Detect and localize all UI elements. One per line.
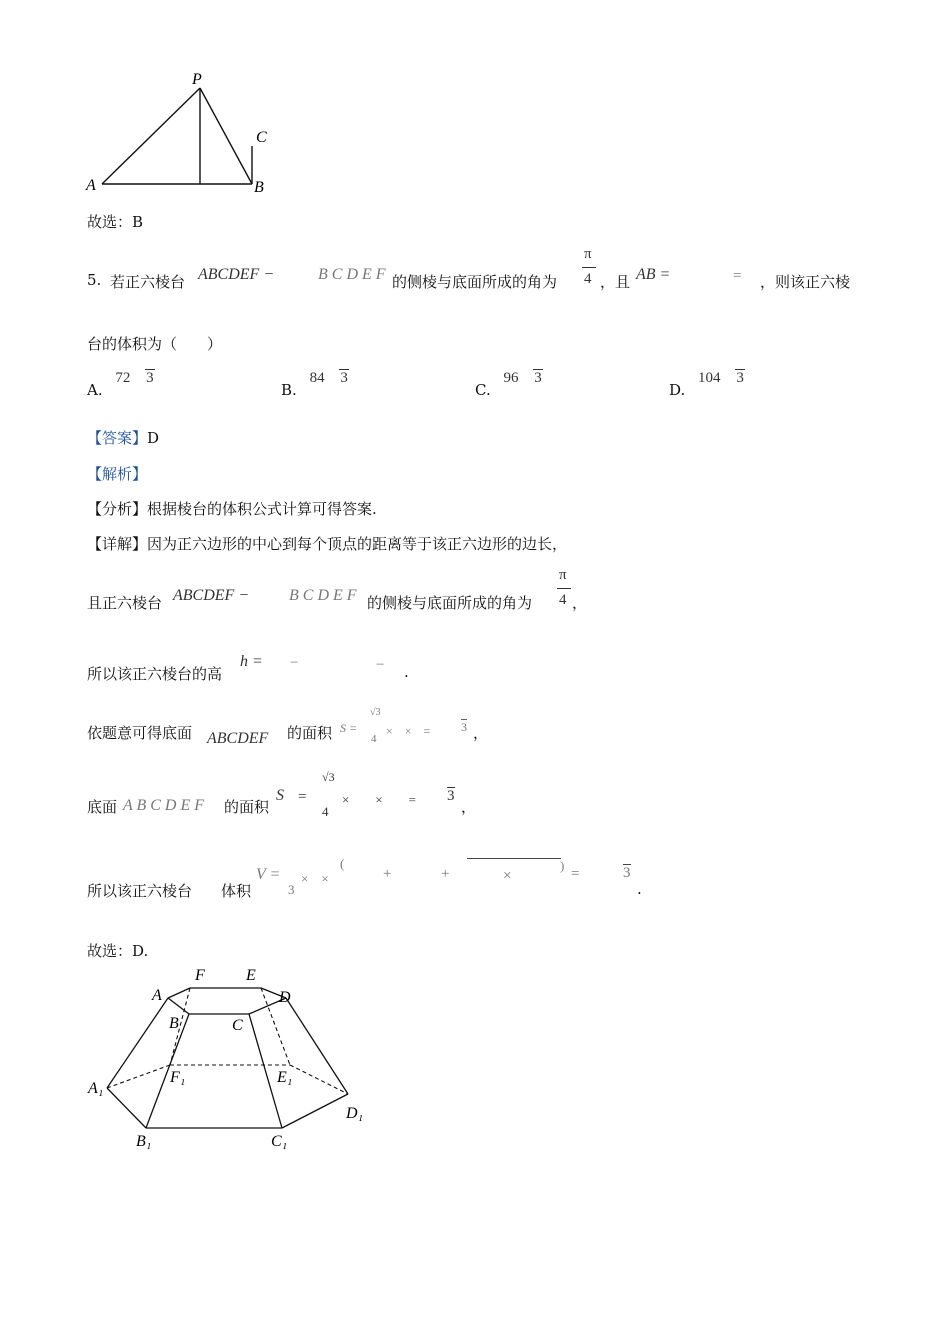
- xiangjie-line: [87, 533, 567, 554]
- gao-dash1: −: [290, 655, 299, 671]
- answer-tag: 【答案】: [87, 429, 148, 447]
- s1-sqrt: √3: [370, 707, 381, 718]
- v-expr: V =: [256, 866, 281, 883]
- s1-s: S =: [340, 721, 358, 735]
- triangle-figure: [80, 68, 280, 198]
- question-stem-line2: 台的体积为（ ）: [87, 335, 223, 353]
- qie-expr1: ABCDEF −: [173, 587, 250, 604]
- qie-den: 4: [559, 592, 567, 608]
- s1-end: ，: [473, 724, 489, 742]
- qie-num: π: [559, 567, 567, 583]
- option-b-radicand: 3: [340, 370, 348, 386]
- option-d-radicand: 3: [736, 370, 744, 386]
- s1-den: 4: [371, 733, 377, 745]
- s2-end: ，: [461, 798, 477, 816]
- v-times: ×: [503, 868, 512, 884]
- fenxi-text: 根据棱台的体积公式计算可得答案.: [147, 500, 377, 518]
- question-stem-1: 若正六棱台: [110, 273, 186, 291]
- label-f: F: [195, 967, 205, 984]
- gao-end: .: [404, 663, 409, 681]
- option-b-label: B.: [281, 381, 297, 399]
- top-face-expr: B C D E F: [318, 266, 386, 283]
- label-b1: B₁: [136, 1133, 152, 1150]
- eq-sign: =: [733, 268, 742, 284]
- gao-h: h =: [240, 653, 263, 670]
- option-a-label: A.: [87, 381, 103, 399]
- label-p: P: [192, 71, 202, 88]
- frustum-expr: ABCDEF −: [198, 266, 275, 283]
- s1-text2: 的面积: [287, 724, 333, 742]
- label-a: A: [86, 177, 96, 194]
- question-stem-3: ，且: [600, 273, 631, 291]
- qie-text2: 的侧棱与底面所成的角为: [367, 594, 533, 612]
- label-c-top: C: [232, 1017, 243, 1034]
- s2-face: A B C D E F: [123, 797, 205, 814]
- v-plus1: +: [383, 866, 392, 882]
- answer-value: D: [147, 429, 160, 447]
- qie-text1: 且正六棱台: [87, 594, 163, 612]
- option-c-label: C.: [475, 381, 491, 399]
- xiangjie-text: 因为正六边形的中心到每个顶点的距离等于该正六边形的边长，: [147, 535, 568, 553]
- v-text2: 体积: [221, 882, 252, 900]
- s2-text1: 底面: [87, 798, 118, 816]
- label-b-top: B: [169, 1015, 179, 1032]
- v-text1: 所以该正六棱台: [87, 882, 193, 900]
- angle-den: 4: [584, 271, 592, 287]
- s2-sqrt: √3: [322, 770, 335, 784]
- s2-text2: 的面积: [224, 798, 270, 816]
- qie-end: ，: [572, 594, 588, 612]
- v-radicand: 3: [623, 865, 631, 881]
- analysis-tag: 【解析】: [87, 465, 148, 483]
- question-stem-4: ，则该正六棱: [760, 273, 851, 291]
- label-c: C: [256, 129, 267, 146]
- edge-pb: [200, 88, 252, 184]
- v-eq: =: [571, 866, 580, 882]
- label-c1: C₁: [271, 1133, 288, 1150]
- v-paren-r: ): [560, 858, 565, 873]
- option-b-value: 84: [309, 370, 325, 386]
- angle-bar: [582, 267, 596, 268]
- option-c-value: 96: [503, 370, 519, 386]
- xiangjie-tag: 【详解】: [87, 535, 148, 553]
- question-stem-2: 的侧棱与底面所成的角为: [392, 273, 558, 291]
- angle-num: π: [584, 246, 592, 262]
- label-e: E: [246, 967, 256, 984]
- label-d1: D₁: [346, 1105, 364, 1122]
- qie-expr2: B C D E F: [289, 587, 357, 604]
- gao-dash2: −: [376, 657, 385, 673]
- option-d-label: D.: [669, 381, 686, 399]
- label-b: B: [254, 179, 264, 196]
- option-a-radicand: 3: [146, 370, 154, 386]
- option-a-value: 72: [115, 370, 131, 386]
- qie-bar: [557, 588, 571, 589]
- v-sqrt-bar: [467, 858, 561, 859]
- option-b: [281, 368, 349, 399]
- label-f1: F₁: [170, 1069, 186, 1086]
- s2-den: 4: [322, 804, 329, 819]
- ab-expr: AB =: [636, 266, 671, 283]
- s1-face: ABCDEF: [207, 730, 269, 747]
- fenxi-line: [87, 498, 377, 519]
- gao-text: 所以该正六棱台的高: [87, 665, 223, 683]
- v-ops1: × ×: [301, 871, 329, 886]
- v-frac-den: 3: [288, 882, 295, 897]
- question-number: 5.: [87, 271, 102, 289]
- v-end: .: [637, 880, 642, 898]
- fenxi-tag: 【分析】: [87, 500, 148, 518]
- s2-radicand: 3: [447, 788, 455, 804]
- option-c-radicand: 3: [534, 370, 542, 386]
- v-paren-l: (: [340, 856, 345, 871]
- q4-choice: 故选：B: [87, 213, 144, 231]
- s1-radicand: 3: [461, 720, 467, 734]
- answer-line: [87, 427, 159, 448]
- s2-s: S: [276, 787, 284, 804]
- label-e1: E₁: [277, 1069, 293, 1086]
- frustum-figure: [80, 960, 380, 1150]
- final-choice: 故选：D.: [87, 942, 149, 960]
- option-d-value: 104: [698, 370, 721, 386]
- edge-ap: [102, 88, 200, 184]
- s2-eq: =: [298, 789, 307, 805]
- v-plus2: +: [441, 866, 450, 882]
- label-a-top: A: [152, 987, 162, 1004]
- s1-ops: × × =: [386, 724, 431, 738]
- s2-ops: × × =: [342, 792, 416, 807]
- option-a: [87, 368, 155, 399]
- option-c: [475, 368, 543, 399]
- option-d: [669, 368, 745, 399]
- label-d: D: [279, 989, 291, 1006]
- label-a1: A₁: [88, 1080, 104, 1097]
- s1-text1: 依题意可得底面: [87, 724, 193, 742]
